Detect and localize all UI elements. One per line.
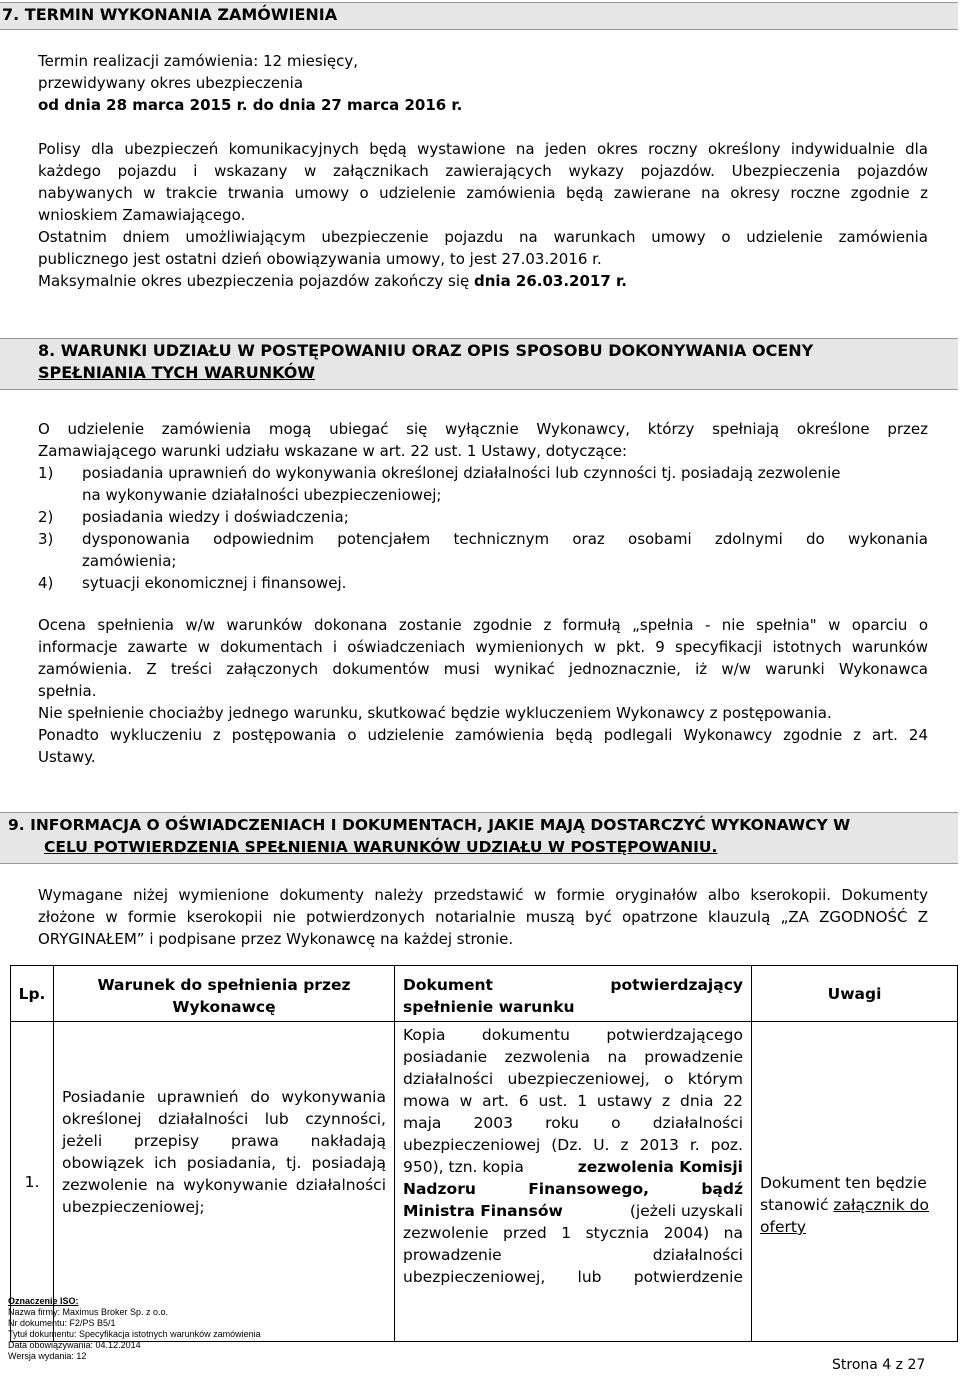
document-line-9b: (jeżeli uzyskali [629,1202,743,1220]
assessment-line-6: Ponadto wykluczeniu z postępowania o udzielenie zamówienia będą podlegali Wykonawcy zgodnie z art. 24 [38,726,928,744]
document-line-6: ubezpieczeniowej (Dz. U. z 2013 r. poz. [403,1136,743,1154]
document-line-12: ubezpieczeniowej, lub potwierdzenie [403,1268,743,1286]
s7-para-line-6: publicznego jest ostatni dzień obowiązywania umowy, to jest 27.03.2016 r. [38,250,602,268]
item-2-number: 2) [38,508,54,526]
document-line-7a: 950), tzn. kopia [403,1158,524,1176]
row1-lp-value: 1. [24,1172,40,1191]
requirements-table [10,965,958,1342]
condition-line-2: określonej działalności lub czynności, [62,1110,386,1128]
item-2-line-1: posiadania wiedzy i doświadczenia; [82,508,349,526]
term-line-1: Termin realizacji zamówienia: 12 miesięcy, [38,52,358,70]
item-1-number: 1) [38,464,54,482]
document-line-8: Nadzoru Finansowego, bądź [403,1180,743,1198]
s8-intro-line-2: Zamawiającego warunki udziału wskazane w art. 22 ust. 1 Ustawy, dotyczące: [38,442,628,460]
row1-condition [54,1022,395,1342]
document-line-9 [403,1200,743,1222]
s9-intro-line-3: ORYGINAŁEM” i podpisane przez Wykonawcę na każdej stronie. [38,930,514,948]
header-document-line-1: Dokument potwierdzający [403,976,743,994]
s7-para-line-5: Ostatnim dniem umożliwiającym ubezpieczenie pojazdu na warunkach umowy o udzielenie zamówienia [38,228,928,246]
document-line-4: mowa w art. 6 ust. 1 ustawy z dnia 22 [403,1092,743,1110]
assessment-line-5: Nie spełnienie chociażby jednego warunku, skutkować będzie wykluczeniem Wykonawcy z postępowania. [38,704,832,722]
footer-company: Nazwa firmy: Maximus Broker Sp. z o.o. [8,1307,169,1317]
item-4-number: 4) [38,574,54,592]
max-period-text: Maksymalnie okres ubezpieczenia pojazdów zakończy się [38,272,475,290]
assessment-line-7: Ustawy. [38,748,96,766]
row1-lp [11,1022,54,1342]
assessment-line-4: spełnia. [38,682,97,700]
item-4-line-1: sytuacji ekonomicznej i finansowej. [82,574,347,592]
document-line-3: działalności ubezpieczeniowej, o którym [403,1070,743,1088]
notes-line-3: oferty [760,1218,807,1236]
assessment-line-1: Ocena spełnienia w/w warunków dokonana zostanie zgodnie z formułą „spełnia - nie spełnia" w oparciu o [38,616,928,634]
term-line-2: przewidywany okres ubezpieczenia [38,74,304,92]
header-lp-label: Lp. [18,984,46,1003]
document-line-5: maja 2003 roku o działalności [403,1114,743,1132]
footer-valid-date: Data obowiązywania: 04.12.2014 [8,1340,141,1350]
document-line-10: zezwolenie przed 1 stycznia 2004) na [403,1224,743,1242]
header-notes-label: Uwagi [827,984,882,1003]
max-period-line [38,270,627,292]
header-notes [752,966,958,1022]
notes-line-2 [760,1194,949,1216]
section-8-heading-line-2: SPEŁNIANIA TYCH WARUNKÓW [38,363,316,382]
condition-line-5: zezwolenie na wykonywanie działalności [62,1176,386,1194]
notes-line-2a: stanowić [760,1196,829,1214]
max-period-date: dnia 26.03.2017 r. [474,272,627,290]
row1-notes [752,1022,958,1342]
document-line-9a: Ministra Finansów [403,1202,563,1220]
condition-line-6: ubezpieczeniowej; [62,1198,205,1216]
header-document-line-2: spełnienie warunku [403,998,575,1016]
s9-intro-line-2: złożone w formie kserokopii nie potwierdzonych notarialnie muszą być opatrzone klauzulą „ZA ZGODNOŚĆ Z [38,908,928,926]
item-1-line-1: posiadania uprawnień do wykonywania określonej działalności lub czynności tj. posiadają zezwolenie [82,464,841,482]
item-3-line-2: zamówienia; [82,552,177,570]
s7-para-line-2: każdego pojazdu i wskazany w załącznikach zawierających wykazy pojazdów. Ubezpieczenia pojazdów [38,162,928,180]
header-lp [11,966,54,1022]
assessment-line-3: zamówienia. Z treści załączonych dokumentów musi wynikać jednoznacznie, iż w/w warunki Wykonawca [38,660,928,678]
header-document [395,966,752,1022]
footer-doc-title: Tytuł dokumentu: Specyfikacja istotnych warunków zamówienia [8,1329,261,1339]
s8-intro-line-1: O udzielenie zamówienia mogą ubiegać się wyłącznie Wykonawcy, którzy spełniają określone przez [38,420,928,438]
s7-para-line-4: wnioskiem Zamawiającego. [38,206,246,224]
document-line-7b: zezwolenia Komisji [577,1158,743,1176]
section-9-heading-line-1: 9. INFORMACJA O OŚWIADCZENIACH I DOKUMENTACH, JAKIE MAJĄ DOSTARCZYĆ WYKONAWCY W [8,816,851,834]
table-header-row [11,966,958,1022]
page-number: Strona 4 z 27 [832,1357,926,1373]
s7-para-line-1: Polisy dla ubezpieczeń komunikacyjnych będą wystawione na jeden okres roczny określony indywidualnie dla [38,140,928,158]
condition-line-3: jeżeli przepisy prawa nakładają [62,1132,386,1150]
table-row [11,1022,958,1342]
section-9-heading-line-2: CELU POTWIERDZENIA SPEŁNIENIA WARUNKÓW UDZIAŁU W POSTĘPOWANIU. [44,838,718,856]
document-line-1: Kopia dokumentu potwierdzającego [403,1026,743,1044]
footer-iso-label: Oznaczenie ISO: [8,1296,79,1306]
row1-document [395,1022,752,1342]
header-condition-line-2: Wykonawcę [172,998,276,1016]
condition-line-4: obowiązek ich posiadania, tj. posiadają [62,1154,386,1172]
section-7-heading: 7. TERMIN WYKONANIA ZAMÓWIENIA [2,5,338,24]
document-line-11: prowadzenie działalności [403,1246,743,1264]
header-condition-line-1: Warunek do spełnienia przez [97,976,351,994]
condition-line-1: Posiadanie uprawnień do wykonywania [62,1088,386,1106]
section-8-heading-line-1: 8. WARUNKI UDZIAŁU W POSTĘPOWANIU ORAZ OPIS SPOSOBU DOKONYWANIA OCENY [38,341,814,360]
assessment-line-2: informacje zawarte w dokumentach i oświadczeniach wymienionych w pkt. 9 specyfikacji istotnych warunków [38,638,928,656]
item-1-line-2: na wykonywanie działalności ubezpieczeniowej; [82,486,442,504]
item-3-line-1: dysponowania odpowiednim potencjałem technicznym oraz osobami zdolnymi do wykonania [82,530,928,548]
item-3-number: 3) [38,530,54,548]
notes-line-1: Dokument ten będzie [760,1174,927,1192]
footer-version: Wersja wydania: 12 [8,1351,87,1361]
term-line-3: od dnia 28 marca 2015 r. do dnia 27 marca 2016 r. [38,96,463,114]
document-line-7 [403,1156,743,1178]
s7-para-line-3: nabywanych w trakcie trwania umowy o udzielenie zamówienia będą zawierane na okresy roczne zgodnie z [38,184,928,202]
s9-intro-line-1: Wymagane niżej wymienione dokumenty należy przedstawić w formie oryginałów albo kserokopii. Dokumenty [38,886,928,904]
notes-attachment-link: załącznik do [833,1196,929,1214]
header-condition [54,966,395,1022]
document-line-2: posiadanie zezwolenia na prowadzenie [403,1048,743,1066]
footer-doc-number: Nr dokumentu: F2/PS B5/1 [8,1318,116,1328]
